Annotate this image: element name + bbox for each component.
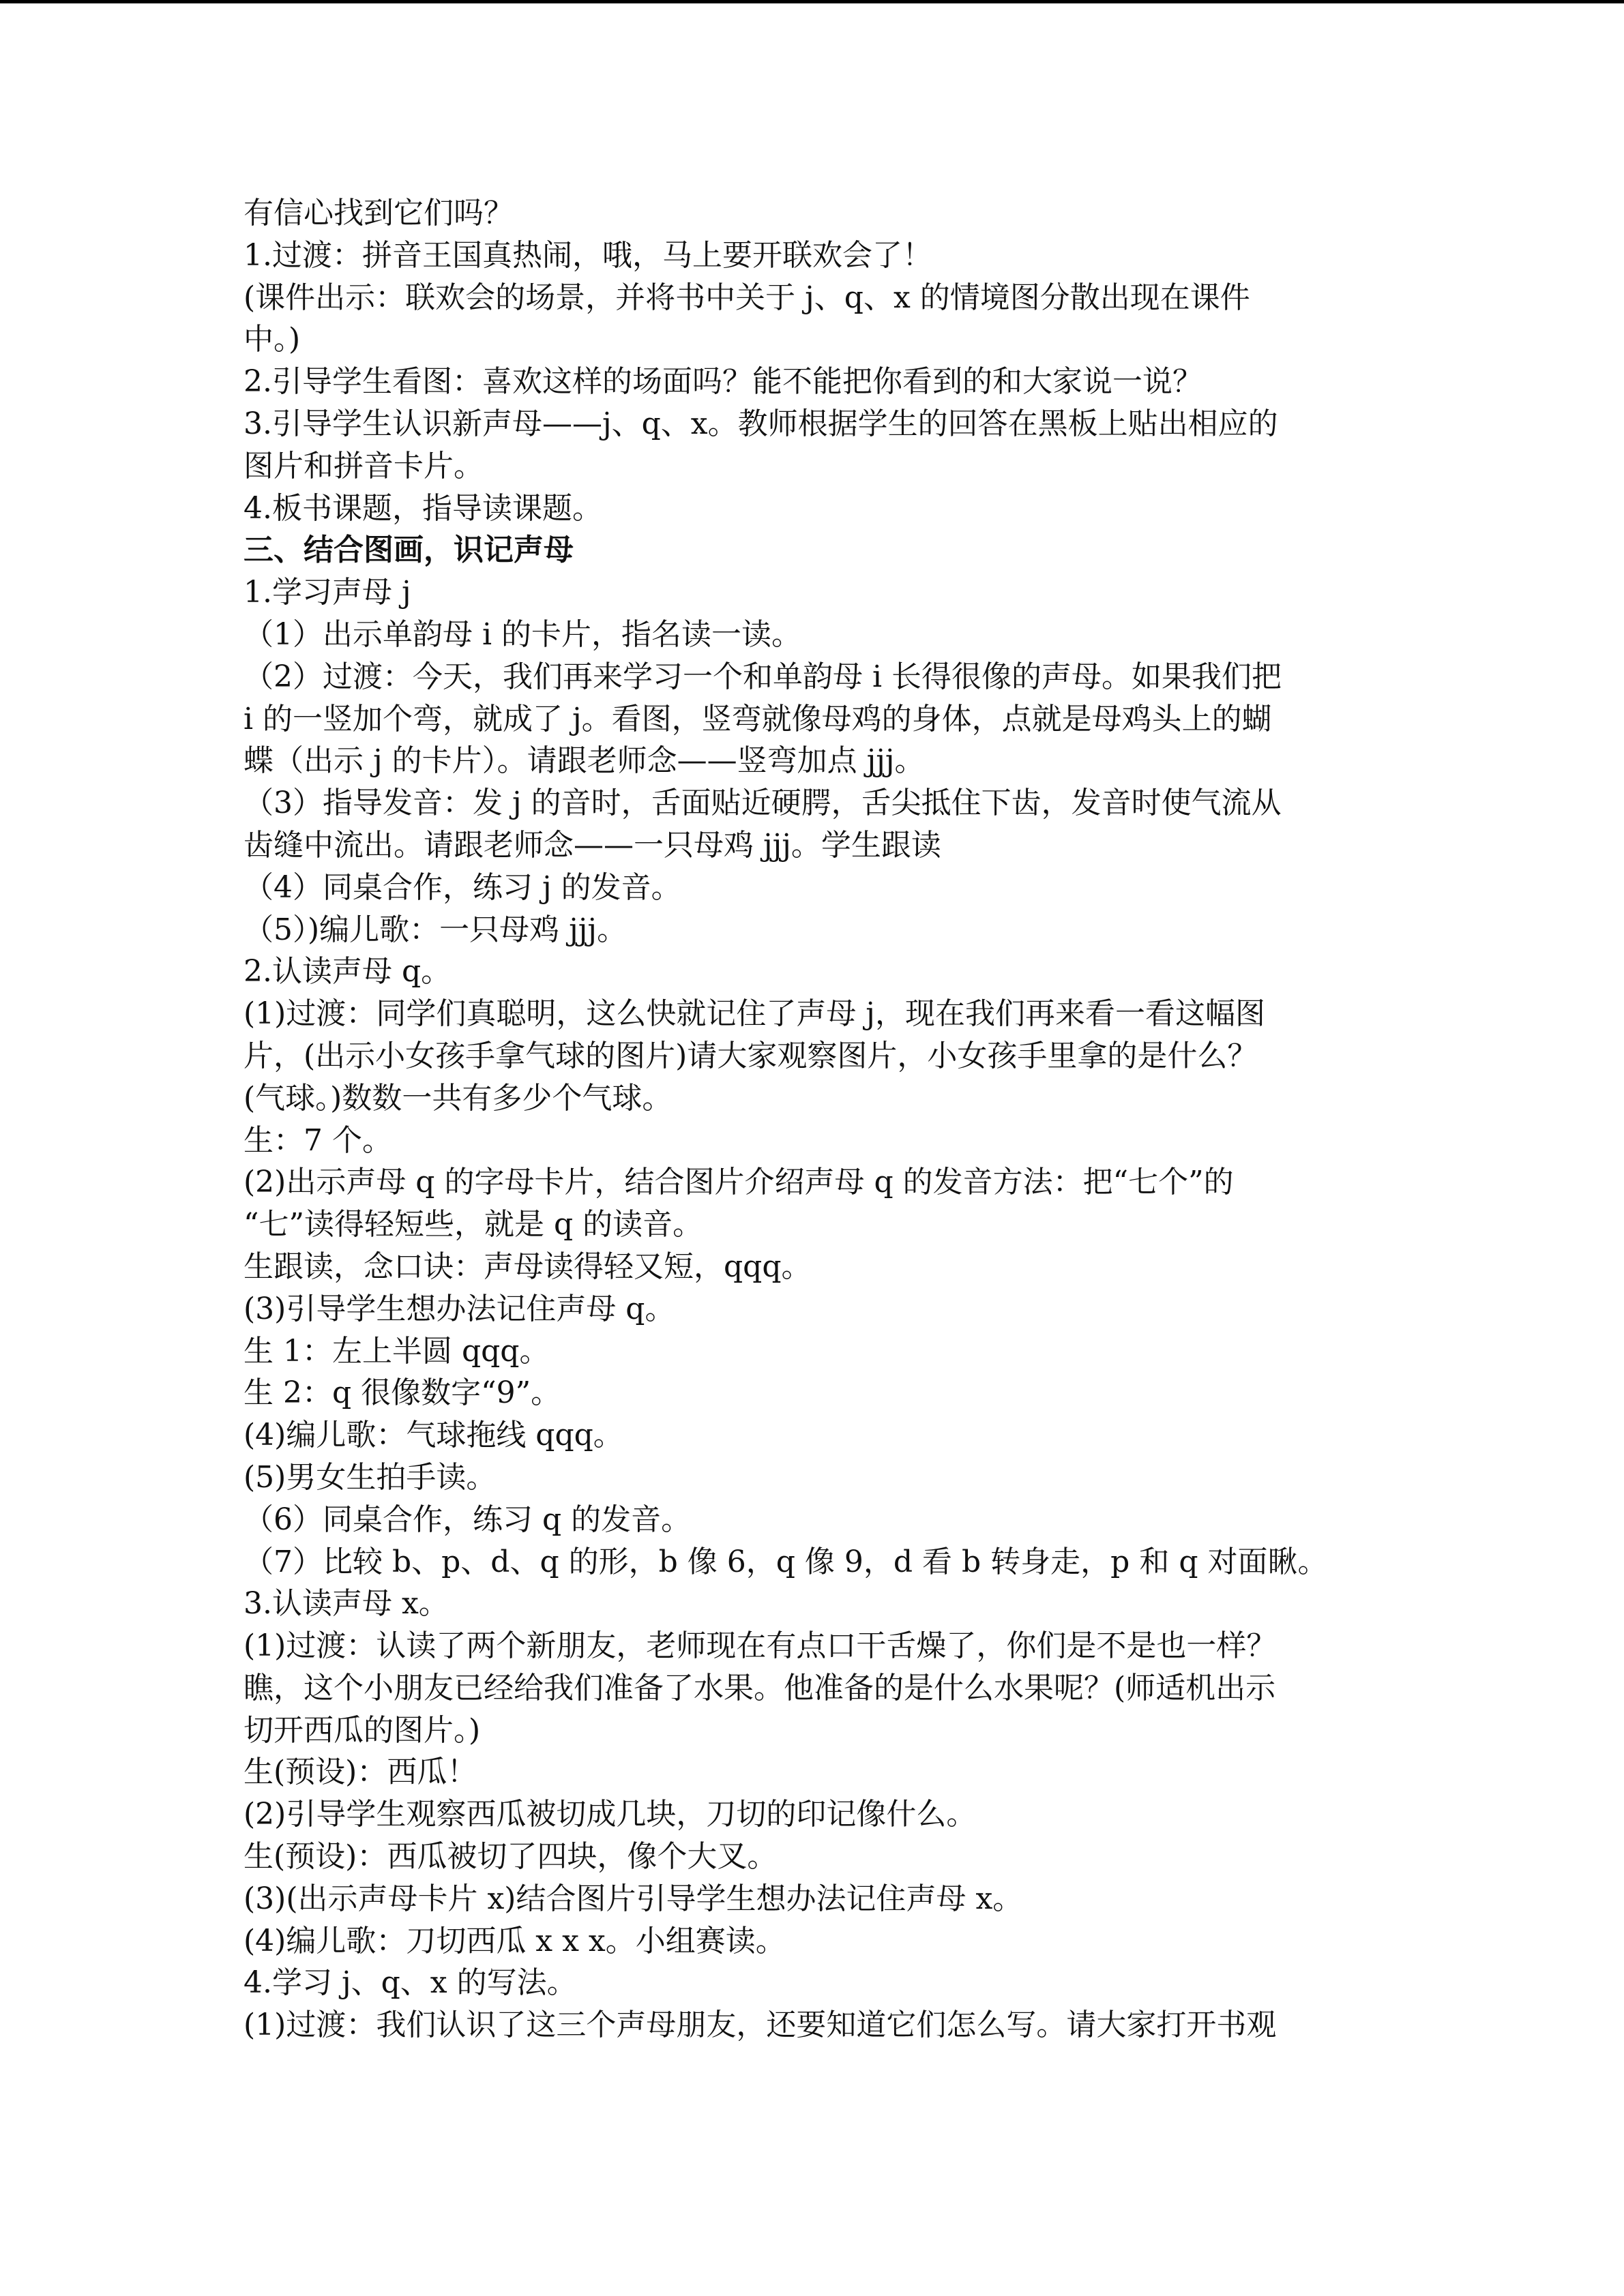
- text-line: （5）)编儿歌：一只母鸡 jjj。: [243, 912, 628, 947]
- text-line: 1.过渡：拼音王国真热闹，哦，马上要开联欢会了！: [243, 237, 932, 273]
- text-line: （6）同桌合作，练习 q 的发音。: [243, 1502, 692, 1537]
- text-line: “七”读得轻短些，就是 q 的读音。: [243, 1207, 703, 1242]
- text-line: (3)(出示声母卡片 x)结合图片引导学生想办法记住声母 x。: [243, 1881, 1023, 1916]
- document-body: [243, 192, 1383, 2046]
- text-line: 生：7 个。: [243, 1122, 392, 1158]
- text-line: 切开西瓜的图片。): [243, 1712, 481, 1748]
- text-line: 2.认读声母 q。: [243, 954, 452, 989]
- text-line: (1)过渡：认读了两个新朋友，老师现在有点口干舌燥了，你们是不是也一样？: [243, 1628, 1277, 1664]
- text-line: 有信心找到它们吗？: [243, 196, 514, 230]
- text-line: （2）过渡：今天，我们再来学习一个和单韵母 i 长得很像的声母。如果我们把: [243, 659, 1282, 694]
- text-line: （1）出示单韵母 i 的卡片，指名读一读。: [243, 616, 802, 652]
- text-line: 3.引导学生认识新声母——j、q、x。教师根据学生的回答在黑板上贴出相应的: [243, 406, 1278, 441]
- text-line: i 的一竖加个弯，就成了 j。看图，竖弯就像母鸡的身体，点就是母鸡头上的蝴: [243, 701, 1272, 736]
- text-line: （4）同桌合作，练习 j 的发音。: [243, 869, 681, 905]
- text-line: （7）比较 b、p、d、q 的形，b 像 6，q 像 9，d 看 b 转身走，p 和 q 对面瞅。: [243, 1544, 1328, 1579]
- text-line: （3）指导发音：发 j 的音时，舌面贴近硬腭，舌尖抵住下齿，发音时使气流从: [243, 786, 1282, 821]
- text-line: 齿缝中流出。请跟老师念——一只母鸡 jjj。学生跟读: [243, 827, 941, 863]
- text-line: 生跟读，念口诀：声母读得轻又短，qqq。: [243, 1249, 812, 1284]
- top-border-rule: [0, 0, 1624, 3]
- text-line: 1.学习声母 j: [243, 575, 411, 610]
- text-line: (4)编儿歌：刀切西瓜 x x x。小组赛读。: [243, 1923, 786, 1958]
- section-heading: 三、结合图画，识记声母: [243, 533, 574, 568]
- text-line: 生 2：q 很像数字“9”。: [243, 1375, 561, 1411]
- text-line: (2)引导学生观察西瓜被切成几块，刀切的印记像什么。: [243, 1797, 977, 1832]
- text-line: 生 1：左上半圆 qqq。: [243, 1333, 550, 1369]
- text-line: 2.引导学生看图：喜欢这样的场面吗？能不能把你看到的和大家说一说？: [243, 364, 1202, 400]
- text-line: (1)过渡：同学们真聪明，这么快就记住了声母 j，现在我们再来看一看这幅图: [243, 996, 1265, 1032]
- text-line: (1)过渡：我们认识了这三个声母朋友，还要知道它们怎么写。请大家打开书观: [243, 2008, 1277, 2043]
- text-line: 蝶（出示 j 的卡片）。请跟老师念——竖弯加点 jjj。: [243, 743, 925, 779]
- text-line: (气球。)数数一共有多少个气球。: [243, 1080, 673, 1116]
- text-line: (3)引导学生想办法记住声母 q。: [243, 1291, 675, 1326]
- text-line: 瞧，这个小朋友已经给我们准备了水果。他准备的是什么水果呢？(师适机出示: [243, 1670, 1276, 1705]
- text-line: (4)编儿歌：气球拖线 qqq。: [243, 1418, 623, 1453]
- text-line: (5)男女生拍手读。: [243, 1459, 497, 1495]
- text-line: (课件出示：联欢会的场景，并将书中关于 j、q、x 的情境图分散出现在课件: [243, 280, 1250, 315]
- text-line: 生(预设)：西瓜！: [243, 1755, 477, 1790]
- text-line: (2)出示声母 q 的字母卡片，结合图片介绍声母 q 的发音方法：把“七个”的: [243, 1165, 1234, 1200]
- text-line: 4.学习 j、q、x 的写法。: [243, 1965, 577, 2001]
- text-line: 4.板书课题，指导读课题。: [243, 490, 602, 526]
- text-line: 图片和拼音卡片。: [243, 448, 484, 483]
- text-line: 片，(出示小女孩手拿气球的图片)请大家观察图片，小女孩手里拿的是什么？: [243, 1038, 1258, 1073]
- text-line: 生(预设)：西瓜被切了四块，像个大叉。: [243, 1839, 778, 1875]
- text-line: 3.认读声母 x。: [243, 1586, 449, 1622]
- text-line: 中。): [243, 322, 301, 357]
